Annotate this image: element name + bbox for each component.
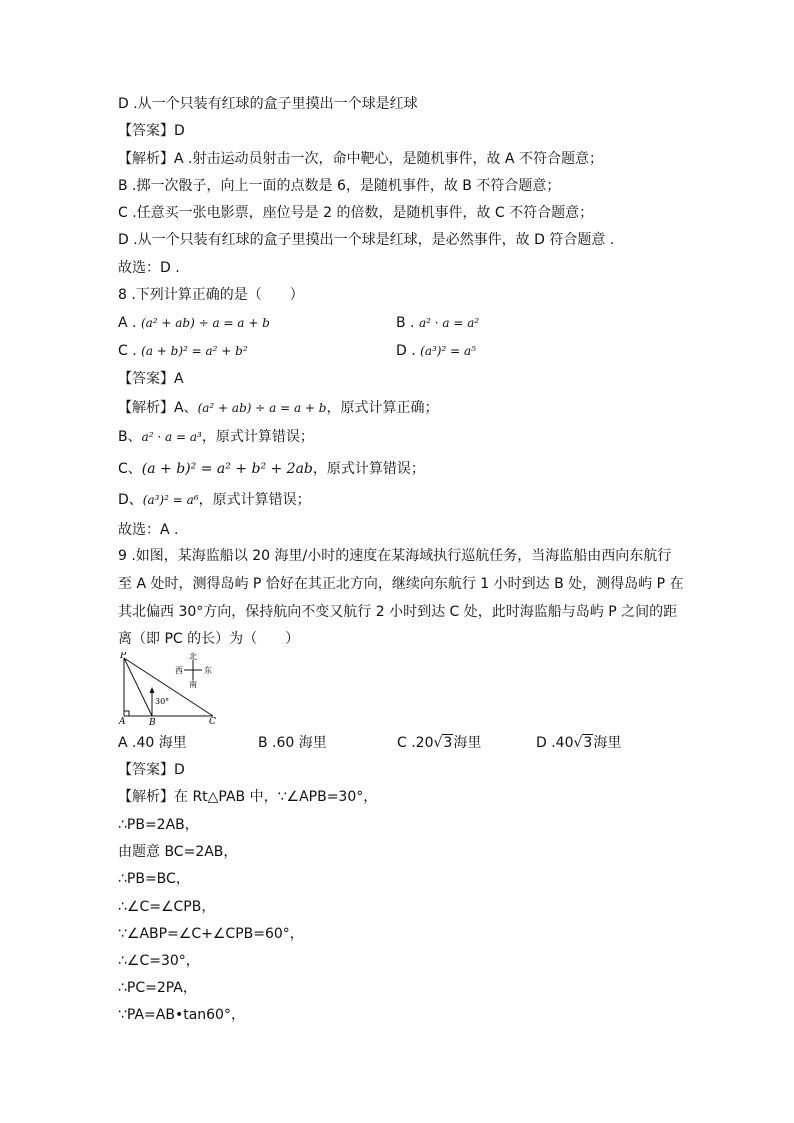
q7-answer: 【答案】D [118, 123, 185, 139]
q8-option-d [396, 341, 476, 361]
option-label: B . [396, 315, 415, 331]
analysis-formula: a² · a = a³ [141, 430, 202, 444]
label-c: C [209, 717, 216, 727]
sqrt-icon: √ [433, 735, 443, 751]
option-formula: (a² + ab) ÷ a = a + b [140, 316, 270, 330]
q9-analysis-line: 【解析】在 Rt△PAB 中，∵∠APB=30°， [118, 789, 378, 805]
q9-stem-line: 9 .如图，某海监船以 20 海里/小时的速度在某海域执行巡航任务，当海监船由西向东航行 [118, 548, 672, 564]
q7-analysis-line: B .掷一次骰子，向上一面的点数是 6，是随机事件，故 B 不符合题意； [118, 178, 561, 194]
option-formula: (a + b)² = a² + b² [141, 344, 248, 358]
right-angle-mark [124, 711, 129, 716]
label-a: A [119, 717, 126, 727]
q8-analysis-line [118, 398, 438, 418]
q8-analysis-line [118, 490, 311, 510]
q9-stem-line: 其北偏西 30°方向，保持航向不变又航行 2 小时到达 C 处，此时海监船与岛屿 P 之间的距 [118, 604, 678, 620]
q7-analysis-line: 【解析】A .射击运动员射击一次，命中靶心，是随机事件，故 A 不符合题意； [118, 151, 603, 167]
q9-stem-line: 离（即 PC 的长）为（ ） [118, 631, 300, 647]
analysis-prefix: D、 [118, 492, 143, 508]
q8-answer: 【答案】A [118, 371, 184, 387]
q7-analysis-line: D .从一个只装有红球的盒子里摸出一个球是红球，是必然事件，故 D 符合题意 . [118, 232, 615, 248]
q7-analysis-line: C .任意买一张电影票，座位号是 2 的倍数，是随机事件，故 C 不符合题意； [118, 205, 594, 221]
analysis-suffix: ，原式计算正确； [326, 400, 439, 416]
q9-analysis-line: ∴PB=2AB， [118, 817, 199, 833]
q9-analysis-line: ∴∠C=30°， [118, 953, 200, 969]
compass-south: 南 [189, 680, 197, 689]
q9-analysis-line: ∵PA=AB•tan60°， [118, 1007, 245, 1023]
q9-analysis-line: ∵∠ABP=∠C+∠CPB=60°， [118, 926, 304, 942]
option-formula: (a³)² = a⁵ [420, 344, 476, 358]
option-label: A . [118, 315, 137, 331]
analysis-formula: (a³)² = a⁶ [142, 493, 199, 507]
sqrt-icon: √ [573, 735, 583, 751]
analysis-prefix: B、 [118, 429, 142, 445]
radicand: 3 [443, 735, 453, 751]
q9-analysis-line: ∴∠C=∠CPB， [118, 899, 216, 915]
analysis-suffix: ，原式计算错误； [201, 429, 314, 445]
q8-conclusion: 故选：A . [118, 522, 179, 538]
arrow-head-icon [150, 687, 155, 693]
compass-north: 北 [189, 652, 197, 661]
segment-pc [124, 658, 213, 716]
option-prefix: C .20 [397, 735, 434, 751]
q9-option-a: A .40 海里 [118, 735, 187, 751]
q9-analysis-line: 由题意 BC=2AB， [118, 844, 238, 860]
q9-option-d [536, 733, 621, 753]
q9-analysis-line: ∴PB=BC， [118, 871, 190, 887]
analysis-formula: (a² + ab) ÷ a = a + b [197, 401, 327, 415]
radicand: 3 [583, 735, 593, 751]
option-prefix: D .40 [536, 735, 574, 751]
label-p: P [120, 652, 127, 661]
compass-east: 东 [204, 666, 212, 675]
q9-answer: 【答案】D [118, 762, 185, 778]
analysis-suffix: ，原式计算错误； [198, 492, 311, 508]
analysis-prefix: C、 [118, 461, 142, 477]
q9-stem-line: 至 A 处时，测得岛屿 P 恰好在其正北方向，继续向东航行 1 小时到达 B 处，测得岛屿 P 在 [118, 576, 684, 592]
q8-option-b [396, 313, 479, 333]
q9-analysis-line: ∴PC=2PA， [118, 980, 197, 996]
label-b: B [149, 718, 156, 728]
compass-west: 西 [175, 666, 183, 675]
option-formula: a² · a = a² [418, 316, 480, 330]
q8-analysis-line [118, 459, 425, 479]
q9-option-b: B .60 海里 [258, 735, 327, 751]
q7-conclusion: 故选：D . [118, 260, 180, 276]
analysis-formula: (a + b)² = a² + b² + 2ab [141, 461, 313, 477]
q8-option-c [118, 341, 248, 361]
q8-analysis-line [118, 427, 314, 447]
option-suffix: 海里 [453, 735, 482, 751]
q8-stem: 8 .下列计算正确的是（ ） [118, 287, 304, 303]
q9-option-c [397, 733, 481, 753]
q9-figure [118, 652, 228, 728]
q8-option-a [118, 313, 270, 333]
q7-option-d: D .从一个只装有红球的盒子里摸出一个球是红球 [118, 96, 418, 112]
option-label: D . [396, 343, 416, 359]
analysis-prefix: 【解析】A、 [118, 400, 198, 416]
analysis-suffix: ，原式计算错误； [312, 461, 425, 477]
option-label: C . [118, 343, 137, 359]
option-suffix: 海里 [593, 735, 622, 751]
label-angle: 30° [155, 697, 170, 706]
